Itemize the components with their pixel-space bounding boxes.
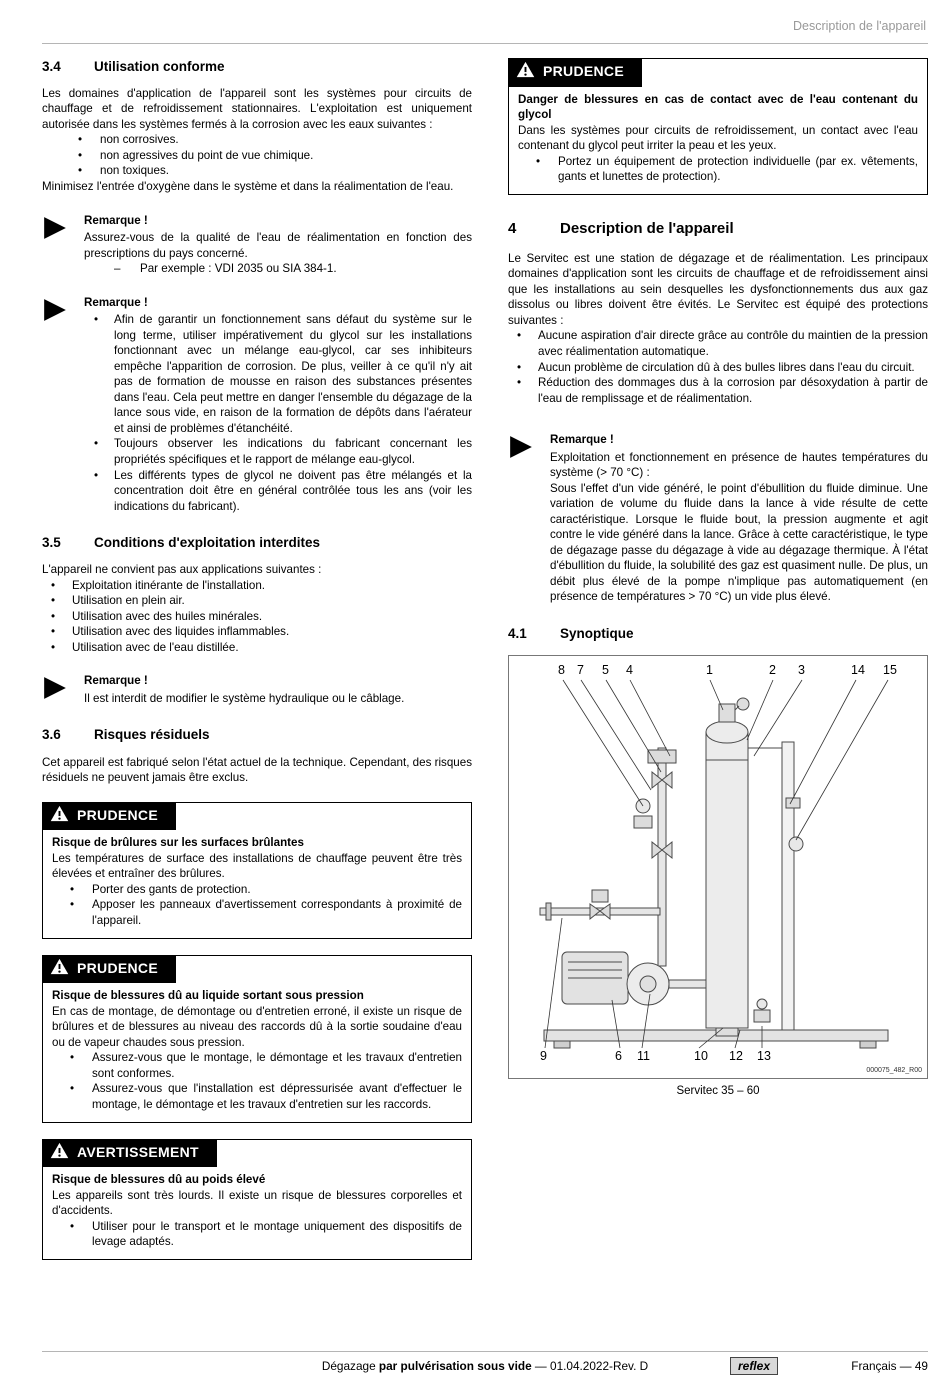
remark-content — [84, 213, 472, 277]
list-item: • Aucune aspiration d'air directe grâce au contrôle du maintien de la pression avec réalimentation automatique. — [508, 328, 928, 359]
footer-title-rev: — 01.04.2022-Rev. D — [531, 1359, 649, 1373]
warning-bullet-list — [52, 1219, 462, 1250]
diagram-label: 6 — [615, 1049, 622, 1064]
s34-closing: Minimisez l'entrée d'oxygène dans le système et dans la réalimentation de l'eau. — [42, 180, 454, 194]
warning-body: Dans les systèmes pour circuits de refroidissement, un contact avec l'eau contenant du glycol peut irriter la peau et les yeux. — [518, 123, 918, 153]
reflex-logo — [730, 1357, 778, 1375]
remark-title: Remarque ! — [84, 674, 148, 688]
footer-title-bold: par pulvérisation sous vide — [378, 1359, 532, 1373]
diagram-label: 3 — [798, 663, 805, 678]
section-heading-4 — [508, 219, 928, 239]
diagram-label: 7 — [577, 663, 584, 678]
remark-title: Remarque ! — [84, 295, 148, 309]
diagram-label: 15 — [883, 663, 897, 678]
warning-body: En cas de montage, de démontage ou d'entretien erroné, il existe un risque de brûlures et de blessures au niveau des raccords dû à la sortie soudaine d'eau ou de vapeur chaudes sous pression. — [52, 1004, 462, 1049]
remark-4 — [508, 432, 928, 605]
remark-content — [84, 295, 472, 514]
section-heading-3-6 — [42, 726, 472, 744]
list-item: • Réduction des dommages dus à la corrosion par désoxydation à partir de l'eau de remplissage et de réalimentation. — [508, 375, 928, 406]
list-item: • Utilisation en plein air. — [42, 593, 472, 609]
warning-heading: Danger de blessures en cas de contact avec de l'eau contenant du glycol — [518, 92, 918, 122]
section-number: 3.6 — [42, 727, 61, 743]
warning-box-weight — [42, 1139, 472, 1260]
section-number: 4.1 — [508, 625, 527, 641]
warning-triangle-icon — [50, 805, 69, 827]
warning-bullet-list — [52, 1050, 462, 1112]
warning-bar — [42, 955, 176, 984]
remark-content — [84, 673, 472, 706]
remark-arrow-icon — [42, 673, 84, 706]
section-title: Synoptique — [560, 625, 634, 641]
remark-3 — [42, 673, 472, 706]
list-item: • Apposer les panneaux d'avertissement correspondants à proximité de l'appareil. — [52, 897, 462, 928]
remark-1 — [42, 213, 472, 277]
diagram-label: 11 — [637, 1049, 650, 1064]
warning-heading: Risque de blessures dû au poids élevé — [52, 1173, 266, 1187]
diagram-label: 1 — [706, 663, 713, 678]
warning-bar — [42, 802, 176, 831]
content-columns — [42, 52, 928, 1276]
footer-doc-title — [42, 1359, 928, 1375]
warning-heading: Risque de blessures dû au liquide sortant sous pression — [52, 989, 364, 1003]
left-column — [42, 52, 472, 1276]
diagram-label: 5 — [602, 663, 609, 678]
warning-label: PRUDENCE — [77, 960, 158, 977]
list-item: • Aucun problème de circulation dû à des bulles libres dans l'eau du circuit. — [508, 360, 928, 376]
warning-triangle-icon — [50, 958, 69, 980]
diagram-label: 10 — [694, 1049, 708, 1064]
section-title: Utilisation conforme — [94, 58, 225, 74]
section-heading-3-4 — [42, 58, 472, 76]
section-title: Description de l'appareil — [560, 219, 734, 237]
list-item: • non corrosives. — [42, 132, 472, 148]
figure-caption: Servitec 35 – 60 — [676, 1085, 760, 1098]
list-item: • Utiliser pour le transport et le montage uniquement des dispositifs de levage adaptés. — [52, 1219, 462, 1250]
warning-body: Les appareils sont très lourds. Il existe un risque de blessures corporelles et d'accidents. — [52, 1188, 462, 1218]
warning-label: PRUDENCE — [77, 807, 158, 824]
section-number: 3.5 — [42, 535, 61, 551]
list-item: • non agressives du point de vue chimique. — [42, 148, 472, 164]
remark-text: Il est interdit de modifier le système hydraulique ou le câblage. — [84, 691, 405, 705]
dash-text: Par exemple : VDI 2035 ou SIA 384-1. — [140, 262, 337, 276]
diagram-label: 13 — [757, 1049, 771, 1064]
list-item: • Utilisation avec des liquides inflammables. — [42, 624, 472, 640]
list-item: • Assurez-vous que l'installation est dépressurisée avant d'effectuer le montage, le démontage et les travaux d'entretien sur les raccords. — [52, 1081, 462, 1112]
synoptic-figure — [508, 655, 928, 1099]
diagram-label: 8 — [558, 663, 565, 678]
warning-heading: Risque de brûlures sur les surfaces brûlantes — [52, 836, 304, 850]
device-diagram — [508, 655, 928, 1079]
warning-label: PRUDENCE — [543, 63, 624, 80]
s34-intro: Les domaines d'application de l'appareil sont les systèmes pour circuits de chauffage et de refroidissement stationnaires. L'exploitation est uniquement autorisée dans les systèmes fermés à la corrosion avec les eaux suivantes : — [42, 86, 472, 131]
dash-glyph: – — [114, 262, 121, 276]
warning-box-burn — [42, 802, 472, 939]
remark-content — [550, 432, 928, 605]
remark-text: Exploitation et fonctionnement en présence de hautes températures du système (> 70 °C) : — [550, 450, 928, 480]
warning-triangle-icon — [50, 1142, 69, 1164]
footer-title-part: Dégazage — [321, 1359, 379, 1373]
list-item: • Exploitation itinérante de l'installation. — [42, 578, 472, 594]
diagram-label: 4 — [626, 663, 633, 678]
s35-bullet-list — [42, 578, 472, 656]
remark-arrow-icon — [508, 432, 550, 605]
reflex-logo-text: reflex — [737, 1359, 770, 1373]
remark-text: Sous l'effet d'un vide généré, le point d'ébullition du fluide diminue. Une variation de volume du fluide dans la lance à vide résulte de cette caractéristique. Lorsque le fluide bout, la pression augmente et agit contre le vide généré dans la lance. Grâce à cette caractéristique, le type de dégazage passe du dégazage à vide au dégazage thermique. À l'état d'ébullition du fluide, la solubilité des gaz est quasiment nulle. De plus, un débit plus élevé de la pompe n'implique pas automatiquement (en présence de températures > 70 °C) un vide plus élevé. — [550, 481, 928, 604]
warning-bullet-list — [518, 154, 918, 185]
remark-title: Remarque ! — [550, 433, 614, 447]
s4-bullet-list — [508, 328, 928, 406]
diagram-label: 9 — [540, 1049, 547, 1064]
remark-arrow-icon — [42, 295, 84, 514]
right-column — [508, 52, 928, 1276]
s34-bullet-list — [42, 132, 472, 179]
list-item: • Toujours observer les indications du fabricant concernant les propriétés spécifiques et le rapport de mélange eau-glycol. — [84, 436, 472, 467]
list-item: • Les différents types de glycol ne doivent pas être mélangés et la concentration doit être en général contrôlée tous les ans (voir les indications du fabricant). — [84, 468, 472, 515]
page-header — [42, 10, 928, 44]
s35-intro: L'appareil ne convient pas aux applications suivantes : — [42, 563, 322, 577]
list-item: • Utilisation avec des huiles minérales. — [42, 609, 472, 625]
remark-2 — [42, 295, 472, 514]
warning-triangle-icon — [516, 61, 535, 83]
warning-bullet-list — [52, 882, 462, 929]
s36-body: Cet appareil est fabriqué selon l'état actuel de la technique. Cependant, des risques résiduels ne peuvent jamais être exclus. — [42, 755, 472, 785]
list-item: • Utilisation avec de l'eau distillée. — [42, 640, 472, 656]
page-number: Français — 49 — [851, 1359, 928, 1373]
list-item: • Portez un équipement de protection individuelle (par ex. vêtements, gants et lunettes de protection). — [518, 154, 918, 185]
warning-bar — [508, 58, 642, 87]
s4-intro: Le Servitec est une station de dégazage et de réalimentation. Les principaux domaines d'application sont les circuits de chauffage et de refroidissement ainsi que les installations au sein desquelles les dysfonctionnements dus aux gaz dissolus ou libres doivent être évités. Le Servitec est équipé des protections suivantes : — [508, 251, 928, 327]
device-illustration — [509, 656, 927, 1078]
list-item: • non toxiques. — [42, 163, 472, 179]
section-number: 3.4 — [42, 58, 61, 74]
warning-box-pressure — [42, 955, 472, 1123]
list-item: • Afin de garantir un fonctionnement sans défaut du système sur le long terme, utiliser impérativement du glycol sur les installations fonctionnant avec un mélange eau-glycol, car ses inhibiteurs empêche l'apparition de corrosion. De plus, veiller à ce qu'il n'y ait pas de formation de mousse en raison des substances présentes dans l'eau. Cela peut mettre en danger l'ensemble du dégazage de la lance sous vide, en raison de la formation de dépôts dans l'aérateur et ainsi de problèmes d'étanchéité. — [84, 312, 472, 436]
remark-title: Remarque ! — [84, 213, 148, 227]
remark-text: Assurez-vous de la qualité de l'eau de réalimentation en fonction des prescriptions du pays concerné. — [84, 231, 472, 260]
warning-body: Les températures de surface des installations de chauffage peuvent être très élevées et entraîner des brûlures. — [52, 851, 462, 881]
diagram-label: 12 — [729, 1049, 743, 1064]
warning-label: AVERTISSEMENT — [77, 1144, 199, 1161]
page-footer — [42, 1351, 928, 1387]
section-title: Conditions d'exploitation interdites — [94, 535, 320, 551]
dash-item — [84, 261, 472, 277]
drawing-number: 000075_482_R00 — [866, 1066, 922, 1074]
diagram-label: 14 — [851, 663, 865, 678]
section-heading-3-5 — [42, 534, 472, 552]
warning-bar — [42, 1139, 217, 1168]
warning-box-glycol — [508, 58, 928, 195]
remark-arrow-icon — [42, 213, 84, 277]
list-item: • Porter des gants de protection. — [52, 882, 462, 898]
header-title: Description de l'appareil — [792, 19, 926, 33]
remark-bullet-list — [84, 312, 472, 514]
section-heading-4-1 — [508, 625, 928, 643]
section-number: 4 — [508, 219, 517, 237]
section-title: Risques résiduels — [94, 727, 210, 743]
diagram-label: 2 — [769, 663, 776, 678]
list-item: • Assurez-vous que le montage, le démontage et les travaux d'entretien sont conformes. — [52, 1050, 462, 1081]
